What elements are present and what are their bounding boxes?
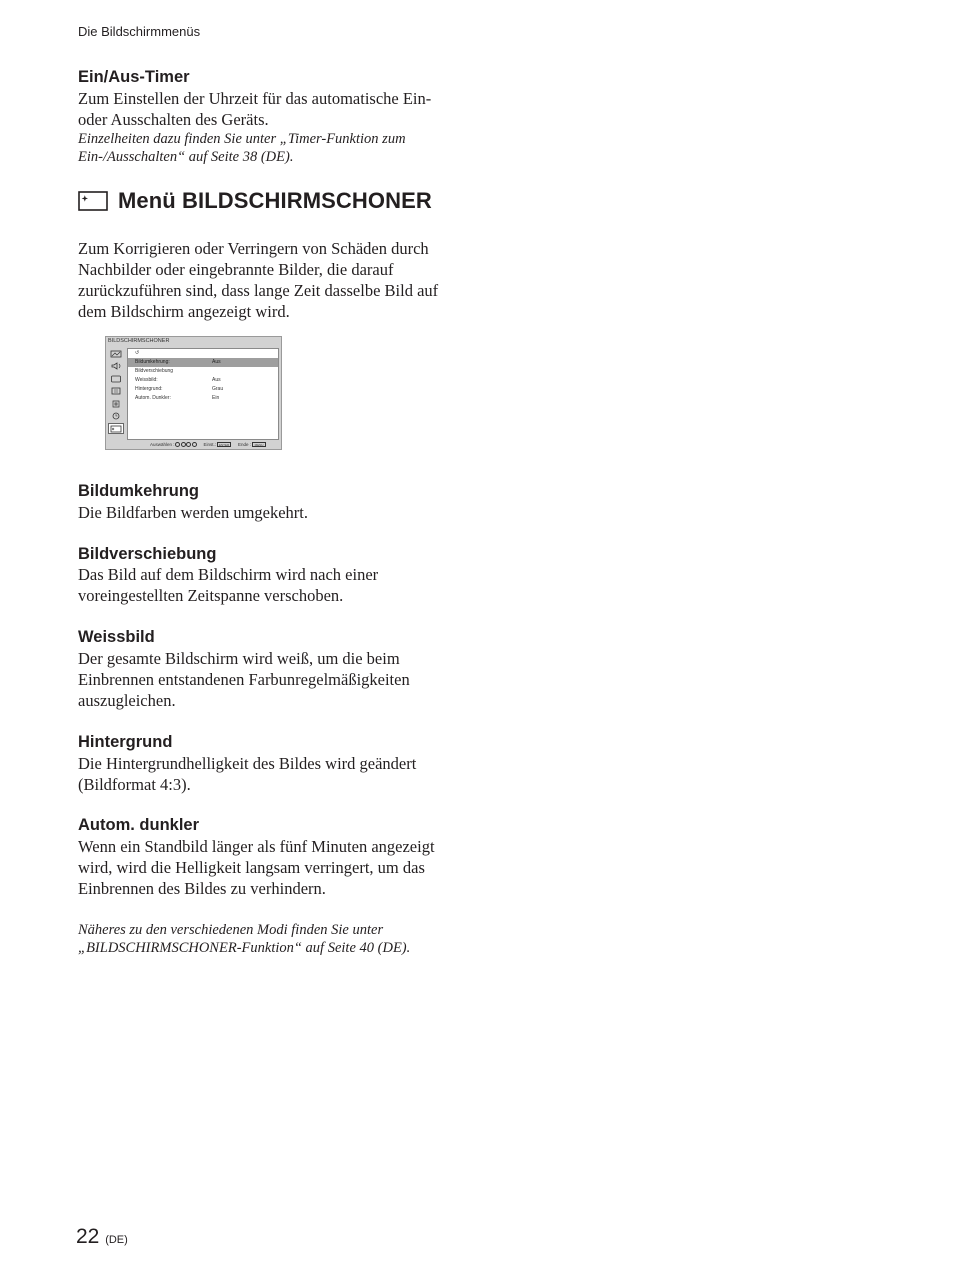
osd-back-row[interactable]	[128, 349, 278, 358]
item-line: Der gesamte Bildschirm wird weiß, um die beim	[78, 649, 400, 668]
osd-row-label: Autom. Dunkler:	[135, 395, 171, 401]
osd-title: BILDSCHIRMSCHONER	[108, 338, 170, 344]
osd-row-value: Aus	[212, 359, 221, 365]
enter-key-icon: ENTER	[218, 443, 230, 447]
item-line: Das Bild auf dem Bildschirm wird nach einer	[78, 565, 379, 584]
item-body-bildverschiebung	[78, 564, 478, 606]
osd-row-bildverschiebung[interactable]	[128, 367, 278, 376]
osd-select-label: Auswählen :	[150, 442, 175, 447]
page-number-value: 22	[76, 1225, 100, 1248]
osd-row-label: Hintergrund:	[135, 386, 163, 392]
arrow-left-key-icon	[186, 442, 191, 447]
item-line: (Bildformat 4:3).	[78, 775, 191, 794]
intro-line: Zum Korrigieren oder Verringern von Schäden durch	[78, 239, 429, 258]
timer-note-line: Ein-/Ausschalten“ auf Seite 38 (DE).	[78, 149, 294, 165]
item-heading-bildverschiebung: Bildverschiebung	[78, 545, 217, 563]
arrow-down-key-icon	[181, 442, 186, 447]
screen-menu-icon	[108, 373, 124, 384]
item-line: Einbrennen entstandenen Farbunregelmäßigkeiten	[78, 670, 410, 689]
intro-paragraph	[78, 238, 478, 322]
timer-body-line: Zum Einstellen der Uhrzeit für das automatische Ein-	[78, 89, 432, 108]
intro-line: zurückzuführen sind, dass lange Zeit dasselbe Bild auf	[78, 281, 439, 300]
osd-row-weissbild[interactable]	[128, 376, 278, 385]
intro-line: Nachbilder oder eingebrannte Bilder, die darauf	[78, 260, 394, 279]
osd-sidebar	[107, 348, 126, 436]
page-number-suffix: (DE)	[105, 1234, 128, 1246]
back-icon: ↺	[135, 350, 140, 356]
item-line: voreingestellten Zeitspanne verschoben.	[78, 586, 344, 605]
item-line: Die Bildfarben werden umgekehrt.	[78, 503, 309, 522]
final-note	[78, 921, 478, 957]
item-body-autom-dunkler	[78, 836, 478, 899]
timer-note-line: Einzelheiten dazu finden Sie unter „Timer-Funktion zum	[78, 131, 406, 147]
section-title-text: Menü BILDSCHIRMSCHONER	[118, 188, 432, 213]
osd-set-label: Einst.:	[203, 442, 217, 447]
timer-body	[78, 88, 478, 130]
osd-footer	[150, 442, 266, 447]
screensaver-menu-icon	[108, 423, 124, 434]
feature-menu-icon	[108, 398, 124, 409]
timer-note	[78, 130, 478, 166]
item-heading-weissbild: Weissbild	[78, 628, 155, 646]
item-heading-hintergrund: Hintergrund	[78, 733, 173, 751]
item-heading-bildumkehrung: Bildumkehrung	[78, 482, 200, 500]
item-line: wird, wird die Helligkeit langsam verringert, um das	[78, 858, 425, 877]
osd-exit-label: Ende :	[238, 442, 252, 447]
osd-row-label: Weissbild:	[135, 377, 158, 383]
timer-menu-icon	[108, 411, 124, 422]
osd-row-value: Grau	[212, 386, 224, 392]
item-body-bildumkehrung	[78, 502, 478, 523]
final-note-line: „BILDSCHIRMSCHONER-Funktion“ auf Seite 40 (DE).	[78, 940, 411, 956]
timer-body-line: oder Ausschalten des Geräts.	[78, 110, 269, 129]
item-line: Einbrennen des Bildes zu verhindern.	[78, 879, 326, 898]
osd-menu-screenshot	[105, 336, 282, 450]
item-line: Die Hintergrundhelligkeit des Bildes wird geändert	[78, 754, 417, 773]
picture-menu-icon	[108, 348, 124, 359]
osd-row-autom-dunkler[interactable]	[128, 394, 278, 403]
item-line: Wenn ein Standbild länger als fünf Minuten angezeigt	[78, 837, 435, 856]
osd-item-list	[127, 348, 279, 440]
sound-menu-icon	[108, 361, 124, 372]
final-note-line: Näheres zu den verschiedenen Modi finden Sie unter	[78, 922, 384, 938]
running-head: Die Bildschirmmenüs	[78, 24, 201, 39]
page-number	[76, 1225, 128, 1249]
item-body-hintergrund	[78, 753, 478, 795]
timer-heading: Ein/Aus-Timer	[78, 68, 190, 86]
item-body-weissbild	[78, 648, 478, 711]
arrow-right-key-icon	[192, 442, 197, 447]
arrow-up-key-icon	[175, 442, 180, 447]
intro-line: dem Bildschirm angezeigt wird.	[78, 302, 290, 321]
section-title	[78, 188, 432, 214]
screensaver-menu-icon	[78, 191, 108, 211]
item-line: auszugleichen.	[78, 691, 176, 710]
osd-row-value: Ein	[212, 395, 220, 401]
osd-row-hintergrund[interactable]	[128, 385, 278, 394]
item-heading-autom-dunkler: Autom. dunkler	[78, 816, 200, 834]
setup-menu-icon	[108, 386, 124, 397]
osd-row-bildumkehrung[interactable]	[128, 358, 278, 367]
osd-row-label: Bildverschiebung	[135, 368, 174, 374]
osd-row-value: Aus	[212, 377, 221, 383]
menu-key-icon: MENU	[252, 442, 266, 447]
osd-row-label: Bildumkehrung:	[135, 359, 170, 365]
